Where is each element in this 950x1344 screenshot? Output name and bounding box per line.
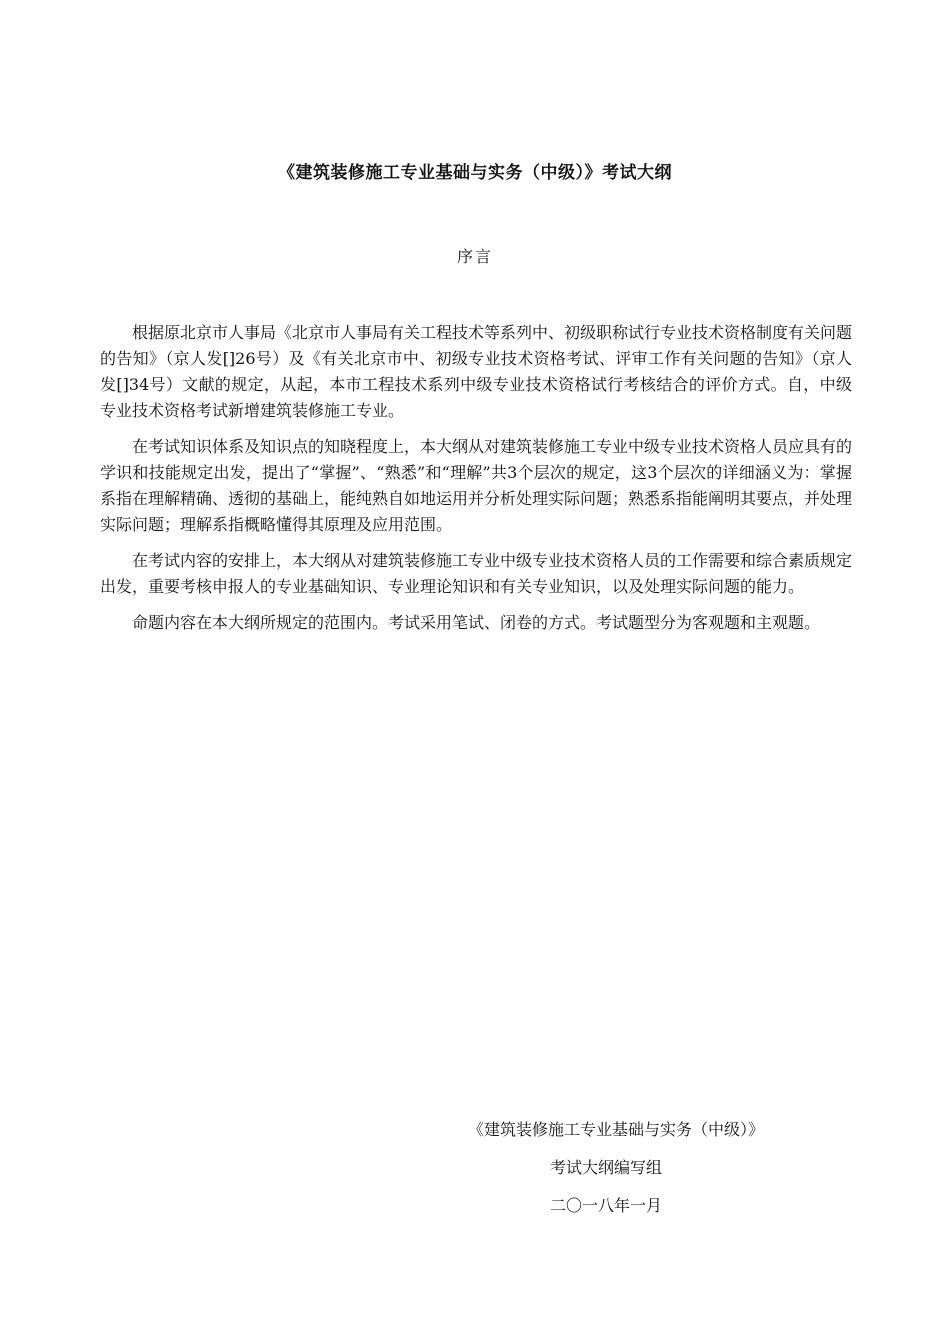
signature-block [440, 1118, 840, 1232]
paragraph-2: 在考试知识体系及知识点的知晓程度上，本大纲从对建筑装修施工专业中级专业技术资格人员应具有的学识和技能规定出发，提出了“掌握”、“熟悉”和“理解”共3个层次的规定，这3个层次的详细涵义为：掌握系指在理解精确、透彻的基础上，能纯熟自如地运用并分析处理实际问题；熟悉系指能阐明其要点，并处理实际问题；理解系指概略懂得其原理及应用范围。 [100, 437, 853, 534]
document-body [100, 320, 852, 646]
paragraph-4: 命题内容在本大纲所规定的范围内。考试采用笔试、闭卷的方式。考试题型分为客观题和主观题。 [132, 613, 821, 632]
paragraph-3: 在考试内容的安排上，本大纲从对建筑装修施工专业中级专业技术资格人员的工作需要和综合素质规定出发，重要考核申报人的专业基础知识、专业理论知识和有关专业知识，以及处理实际问题的能力。 [100, 551, 853, 596]
signature-author: 考试大纲编写组 [550, 1158, 663, 1177]
document-title: 《建筑装修施工专业基础与实务（中级）》考试大纲 [278, 163, 672, 183]
section-title: 序言 [456, 247, 493, 266]
signature-date: 二〇一八年一月 [550, 1196, 663, 1215]
signature-document-name: 《建筑装修施工专业基础与实务（中级）》 [468, 1120, 765, 1139]
paragraph-1: 根据原北京市人事局《北京市人事局有关工程技术等系列中、初级职称试行专业技术资格制度有关问题的告知》（京人发[]26号）及《有关北京市中、初级专业技术资格考试、评审工作有关问题的告知》（京人发[]34号）文献的规定，从起，本市工程技术系列中级专业技术资格试行考核结合的评价方式。自，中级专业技术资格考试新增建筑装修施工专业。 [100, 323, 853, 420]
